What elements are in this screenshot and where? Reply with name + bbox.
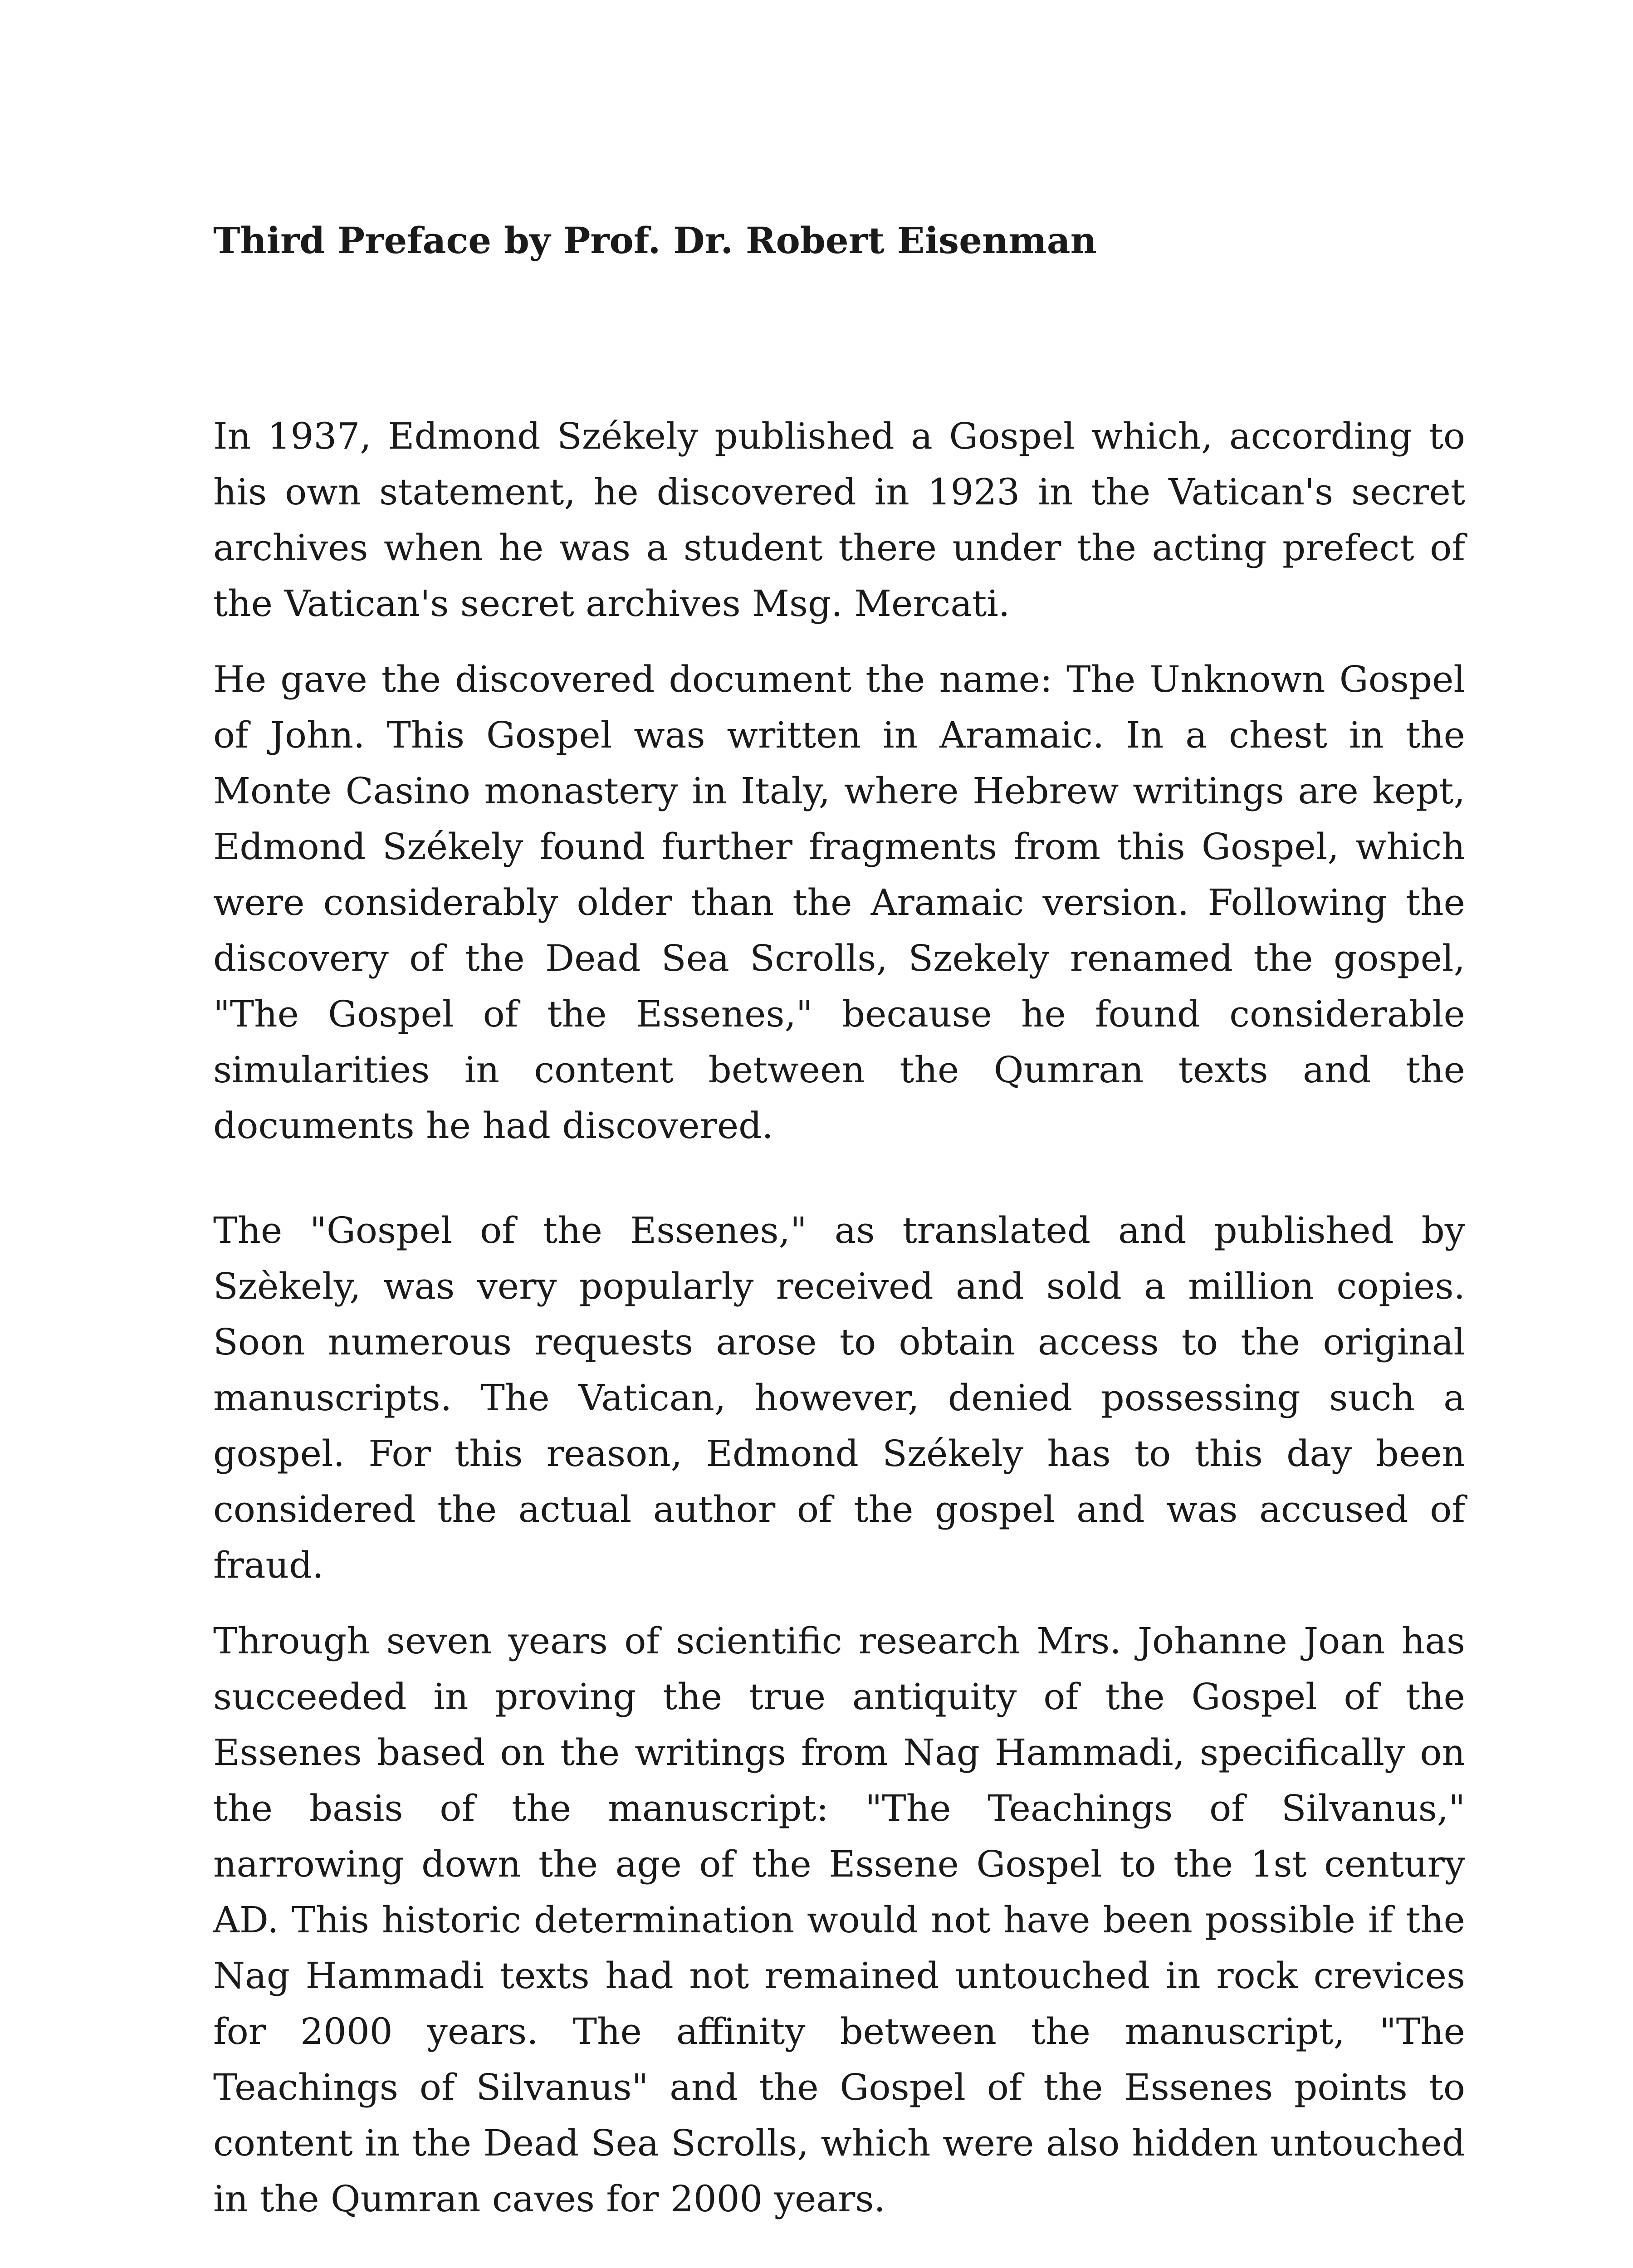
document-page <box>213 213 1465 2268</box>
paragraph-2: He gave the discovered document the name: The Unknown Gospel of John. This Gospel was written in Aramaic. In a chest in the Monte Casino monastery in Italy, where Hebrew writings are kept, Edmond Székely found further fragments from this Gospel, which were considerably older than the Aramaic version. Following the discovery of the Dead Sea Scrolls, Szekely renamed the gospel, "The Gospel of the Essenes," because he found considerable simularities in content between the Qumran texts and the documents he had discovered. <box>213 658 1465 1147</box>
paragraph-1: In 1937, Edmond Székely published a Gospel which, according to his own statement, he discovered in 1923 in the Vatican's secret archives when he was a student there under the acting prefect of the Vatican's secret archives Msg. Mercati. <box>213 415 1465 625</box>
paragraph-3: The "Gospel of the Essenes," as translated and published by Szèkely, was very popularly received and sold a million copies. Soon numerous requests arose to obtain access to the original manuscripts. The Vatican, however, denied possessing such a gospel. For this reason, Edmond Székely has to this day been considered the actual author of the gospel and was accused of fraud. <box>213 1209 1465 1586</box>
paragraph-4: Through seven years of scientific research Mrs. Johanne Joan has succeeded in proving the true antiquity of the Gospel of the Essenes based on the writings from Nag Hammadi, specifically on the basis of the manuscript: "The Teachings of Silvanus," narrowing down the age of the Essene Gospel to the 1st century AD. This historic determination would not have been possible if the Nag Hammadi texts had not remained untouched in rock crevices for 2000 years. The affinity between the manuscript, "The Teachings of Silvanus" and the Gospel of the Essenes points to content in the Dead Sea Scrolls, which were also hidden untouched in the Qumran caves for 2000 years. <box>213 1620 1465 2220</box>
document-body <box>213 408 1465 2268</box>
document-title: Third Preface by Prof. Dr. Robert Eisenman <box>213 219 1097 262</box>
